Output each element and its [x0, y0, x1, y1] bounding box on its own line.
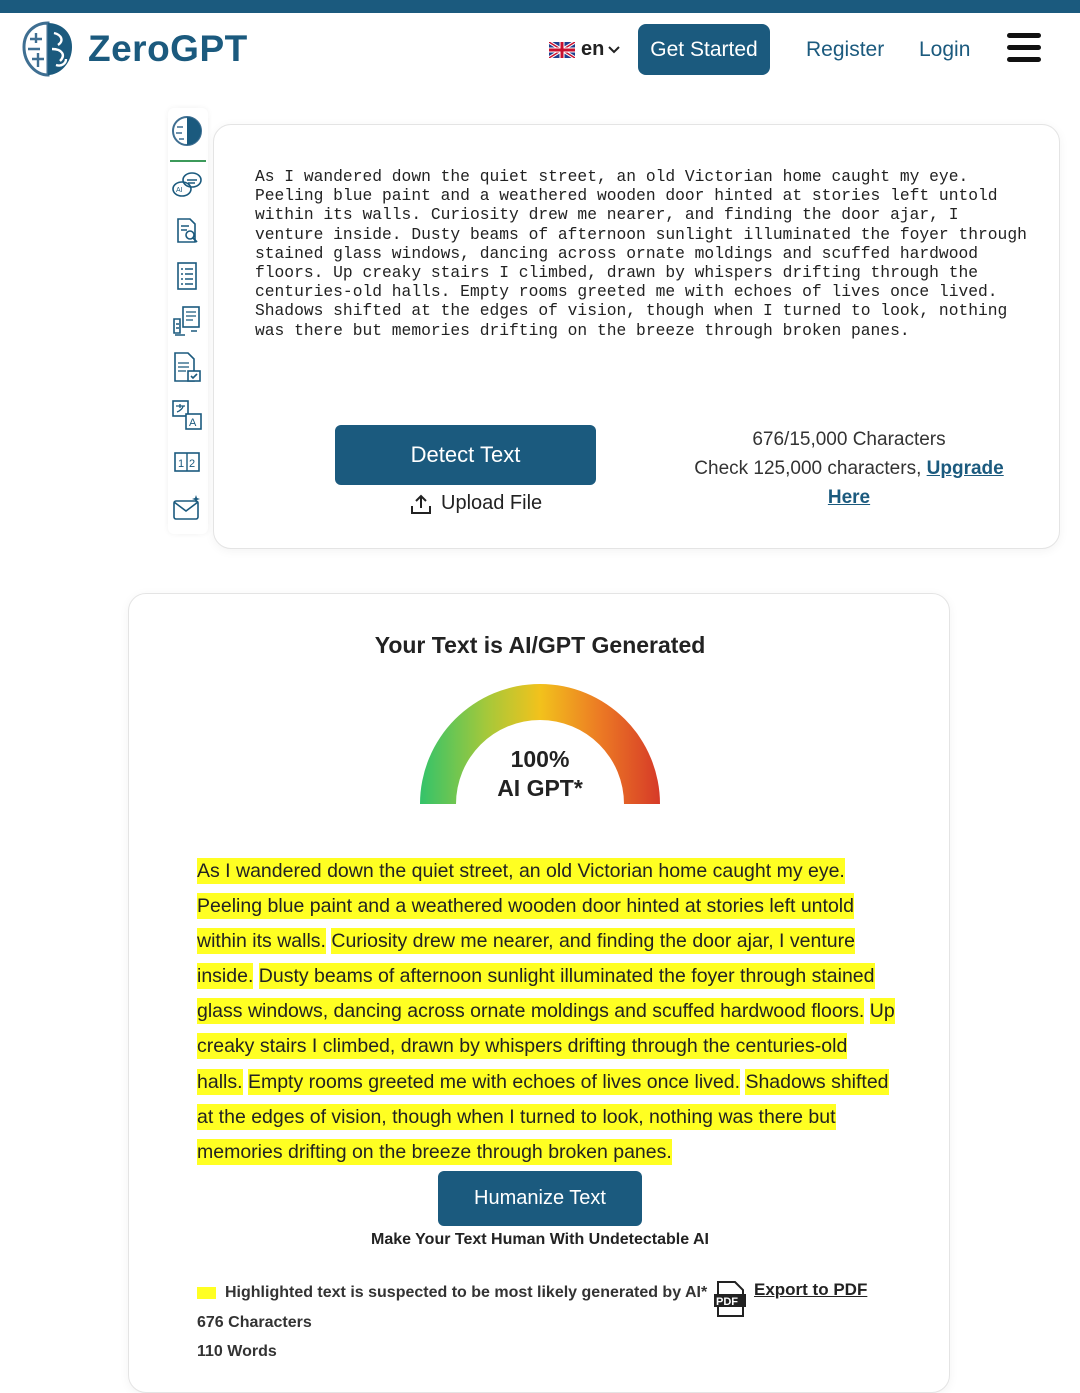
- highlighted-sentence: Peeling blue paint and a weathered wooden door hinted at stories left untold within its walls.: [197, 895, 854, 953]
- highlighted-sentence: Up creaky stairs I climbed, drawn by whispers drifting through the centuries-old halls.: [197, 1000, 895, 1093]
- character-info: [679, 425, 1019, 512]
- active-indicator: [170, 160, 206, 162]
- tools-sidebar: [168, 108, 208, 534]
- text-input-card: [213, 124, 1060, 549]
- brain-icon[interactable]: [170, 114, 204, 148]
- register-link[interactable]: Register: [806, 38, 885, 61]
- ai-chat-icon[interactable]: [170, 168, 204, 202]
- highlighted-sentence: Shadows shifted at the edges of vision, though when I turned to look, nothing was there but memories drifting on the breeze through broken panes.: [197, 1070, 889, 1163]
- highlight-swatch: [197, 1287, 216, 1299]
- document-list-icon[interactable]: [170, 259, 204, 293]
- logo[interactable]: [18, 19, 248, 79]
- mail-icon[interactable]: [170, 491, 204, 525]
- pdf-icon-label: PDF: [716, 1296, 738, 1308]
- document-search-icon[interactable]: [170, 214, 204, 248]
- detect-text-button[interactable]: Detect Text: [335, 425, 596, 485]
- paraphrase-icon[interactable]: [170, 304, 204, 338]
- document-check-icon[interactable]: [170, 350, 204, 384]
- character-count: 676/15,000 Characters: [752, 429, 946, 450]
- language-code: en: [581, 38, 605, 60]
- ai-gpt-label: AI GPT*: [497, 775, 583, 801]
- svg-text:1: 1: [178, 458, 185, 470]
- svg-text:2: 2: [189, 458, 196, 470]
- site-header: [0, 13, 1080, 93]
- brand-name: ZeroGPT: [88, 28, 248, 69]
- brain-logo-icon: [18, 19, 78, 79]
- upload-file-button[interactable]: [410, 492, 542, 515]
- ai-percent: 100%: [510, 746, 570, 772]
- result-title: Your Text is AI/GPT Generated: [374, 632, 706, 658]
- humanize-text-button[interactable]: Humanize Text: [438, 1171, 642, 1226]
- chevron-down-icon: [607, 45, 621, 55]
- check-characters-text: Check 125,000 characters,: [694, 458, 922, 479]
- highlighted-sentence: Curiosity drew me nearer, and finding the door ajar, I venture inside.: [197, 930, 855, 988]
- export-pdf-link[interactable]: Export to PDF: [754, 1280, 868, 1299]
- humanize-subtitle: Make Your Text Human With Undetectable AI: [371, 1231, 709, 1248]
- hamburger-menu-icon[interactable]: [1007, 33, 1041, 63]
- translate-icon[interactable]: [170, 398, 204, 432]
- word-counter-icon[interactable]: [170, 445, 204, 479]
- upload-file-label: Upload File: [441, 492, 543, 514]
- upload-icon: [410, 493, 432, 515]
- highlighted-sentence: Dusty beams of afternoon sunlight illuminated the foyer through stained glass windows, dancing across ornate moldings and scuffed hardwood floors.: [197, 965, 875, 1023]
- svg-text:AI: AI: [176, 187, 183, 194]
- login-link[interactable]: Login: [919, 38, 971, 61]
- highlighted-result-text: [197, 854, 897, 1170]
- svg-text:A: A: [189, 417, 197, 429]
- upgrade-link[interactable]: Upgrade Here: [827, 458, 1004, 508]
- legend-text: Highlighted text is suspected to be most likely generated by AI*: [225, 1284, 708, 1301]
- character-count-stat: 676 Characters: [197, 1314, 312, 1331]
- word-count-stat: 110 Words: [197, 1343, 277, 1360]
- highlight-legend: [197, 1284, 707, 1302]
- uk-flag-icon: [549, 42, 575, 58]
- language-selector[interactable]: [549, 38, 621, 61]
- text-input[interactable]: As I wandered down the quiet street, an old Victorian home caught my eye. Peeling blue paint and a weathered wooden door hinted at stories left untold within its walls. Curiosity drew me nearer, and finding the door ajar, I venture inside. Dusty beams of afternoon sunlight illuminated the foyer through stained glass windows, dancing across ornate moldings and scuffed hardwood floors. Up creaky stairs I climbed, drawn by whispers drifting through the centuries-old halls. Empty rooms greeted me with echoes of lives once lived. Shadows shifted at the edges of vision, though when I turned to look, nothing was there but memories drifting on the breeze through broken panes.: [255, 167, 1027, 340]
- highlighted-sentence: Empty rooms greeted me with echoes of lives once lived.: [247, 1070, 741, 1093]
- pdf-icon[interactable]: [713, 1280, 747, 1318]
- top-accent-bar: [0, 0, 1080, 13]
- highlighted-sentence: As I wandered down the quiet street, an old Victorian home caught my eye.: [197, 860, 845, 882]
- result-card: [128, 593, 950, 1393]
- get-started-button[interactable]: Get Started: [638, 24, 770, 75]
